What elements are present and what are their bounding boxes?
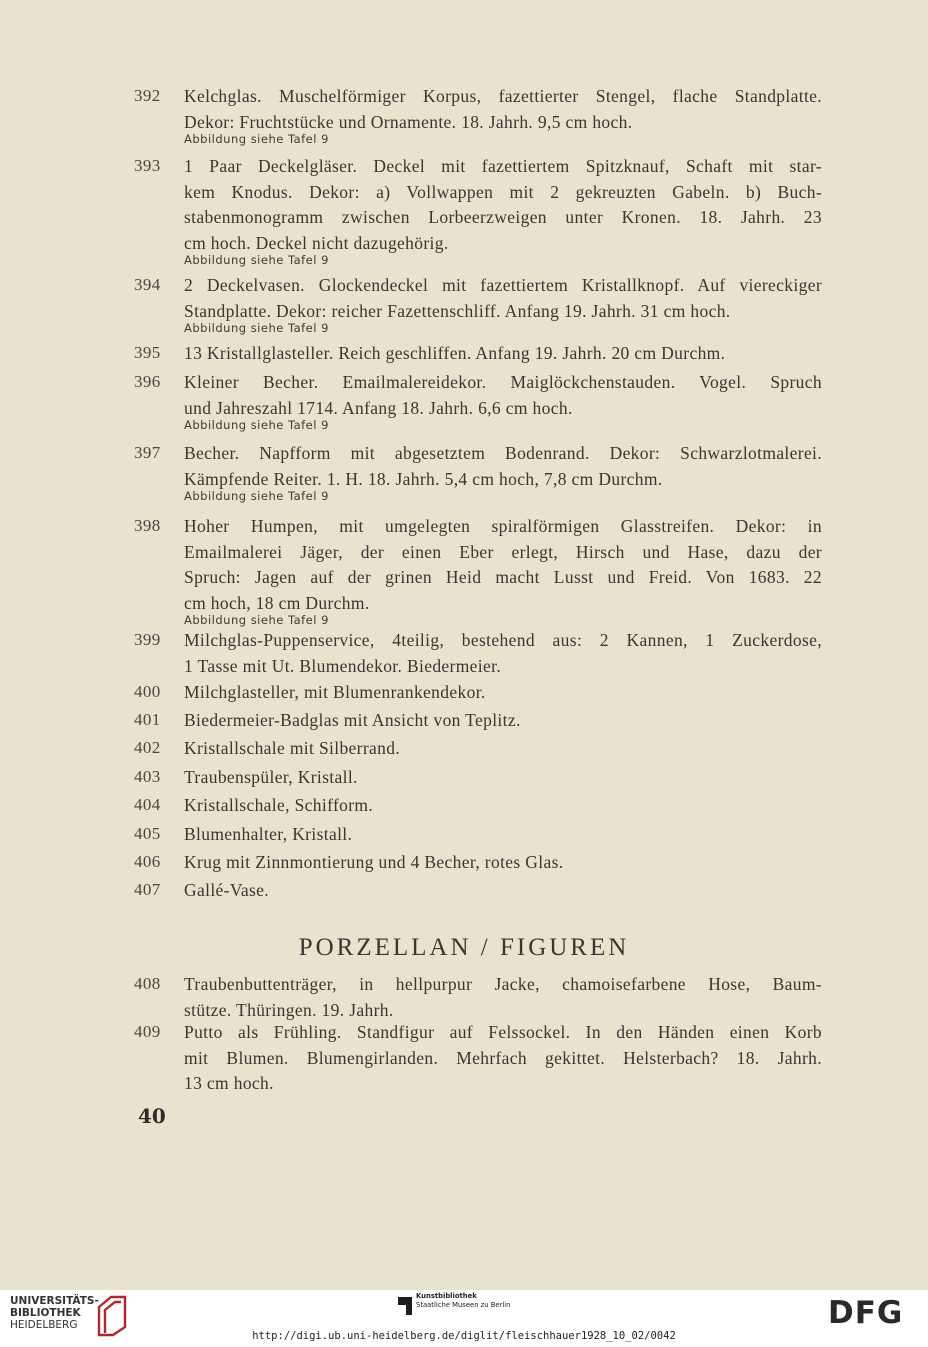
lot-number: 409 [134,1022,161,1041]
lot-number: 405 [134,824,161,843]
description-line: Traubenbuttenträger, in hellpurpur Jacke, chamoisefarbene Hose, Baum- [184,974,822,994]
description-line: 13 cm hoch. [184,1073,274,1093]
lot-description [184,1020,822,1097]
description-line: Kelchglas. Muschelförmiger Korpus, fazettierter Stengel, flache Standplatte. [184,86,822,106]
description-line: Milchglas-Puppenservice, 4teilig, bestehend aus: 2 Kannen, 1 Zuckerdose, [184,630,822,650]
ub-logo-line: BIBLIOTHEK [10,1307,81,1319]
lot-number: 400 [134,682,161,701]
lot-description [184,341,822,367]
lot-description [184,736,822,762]
description-line: stabenmonogramm zwischen Lorbeerzweigen unter Kronen. 18. Jahrh. 23 [184,207,822,227]
section-heading: PORZELLAN / FIGUREN [298,934,630,961]
description-line: mit Blumen. Blumengirlanden. Mehrfach gekittet. Helsterbach? 18. Jahrh. [184,1047,822,1068]
lot-number: 397 [134,443,161,462]
lot-number: 406 [134,852,161,871]
lot-description [184,628,822,679]
lot-number: 393 [134,156,161,175]
kb-logo-line: Staatliche Museen zu Berlin [416,1301,511,1309]
description-line: Milchglasteller, mit Blumenrankendekor. [184,682,486,702]
description-line: Putto als Frühling. Standfigur auf Felssockel. In den Händen einen Korb [184,1022,822,1042]
description-line: Gallé-Vase. [184,880,269,900]
lot-number: 395 [134,343,161,362]
description-line: 2 Deckelvasen. Glockendeckel mit fazettiertem Kristallknopf. Auf viereckiger [184,275,822,295]
description-line: 1 Tasse mit Ut. Blumendekor. Biedermeier. [184,655,502,676]
lot-description [184,680,822,706]
description-line: Emailmalerei Jäger, der einen Eber erlegt, Hirsch und Hase, dazu der [184,541,822,562]
description-line: Biedermeier-Badglas mit Ansicht von Teplitz. [184,710,521,730]
lot-description [184,850,822,876]
lot-number: 404 [134,795,161,814]
lot-number: 403 [134,767,161,786]
description-line: cm hoch. Deckel nicht dazugehörig. [184,232,449,253]
lot-description [184,972,822,1023]
description-line: stütze. Thüringen. 19. Jahrh. [184,999,394,1020]
lot-description [184,441,822,504]
kb-logo-line: Kunstbibliothek [416,1292,477,1300]
lot-number: 402 [134,738,161,757]
description-line: Traubenspüler, Kristall. [184,767,358,787]
description-line: und Jahreszahl 1714. Anfang 18. Jahrh. 6,6 cm hoch. [184,397,573,418]
description-line: Kämpfende Reiter. 1. H. 18. Jahrh. 5,4 cm hoch, 7,8 cm Durchm. [184,468,663,489]
lot-description [184,154,822,268]
lot-number: 401 [134,710,161,729]
ub-heidelberg-logo[interactable] [10,1295,99,1331]
kunstbibliothek-logo-icon [397,1293,413,1317]
dfg-logo[interactable]: DFG [828,1295,904,1331]
plate-reference: Abbildung siehe Tafel 9 [184,418,329,432]
lot-number: 399 [134,630,161,649]
description-line: Kristallschale, Schifform. [184,795,374,815]
plate-reference: Abbildung siehe Tafel 9 [184,321,329,335]
page-number: 40 [138,1104,166,1128]
description-line: kem Knodus. Dekor: a) Vollwappen mit 2 gekreuzten Gabeln. b) Buch- [184,181,822,202]
plate-reference: Abbildung siehe Tafel 9 [184,253,329,267]
description-line: Hoher Humpen, mit umgelegten spiralförmigen Glasstreifen. Dekor: in [184,516,822,536]
plate-reference: Abbildung siehe Tafel 9 [184,132,329,146]
description-line: 1 Paar Deckelgläser. Deckel mit fazettiertem Spitzknauf, Schaft mit star- [184,156,822,176]
plate-reference: Abbildung siehe Tafel 9 [184,613,329,627]
description-line: Standplatte. Dekor: reicher Fazettenschliff. Anfang 19. Jahrh. 31 cm hoch. [184,300,731,321]
lot-number: 407 [134,880,161,899]
lot-number: 398 [134,516,161,535]
plate-reference: Abbildung siehe Tafel 9 [184,489,329,503]
source-url[interactable]: http://digi.ub.uni-heidelberg.de/diglit/fleischhauer1928_10_02/0042 [252,1330,676,1342]
lot-number: 396 [134,372,161,391]
ub-logo-line: HEIDELBERG [10,1319,78,1331]
description-line: Kleiner Becher. Emailmalereidekor. Maiglöckchenstauden. Vogel. Spruch [184,372,822,392]
description-line: Becher. Napfform mit abgesetztem Bodenrand. Dekor: Schwarzlotmalerei. [184,443,822,463]
description-line: 13 Kristallglasteller. Reich geschliffen. Anfang 19. Jahrh. 20 cm Durchm. [184,343,726,363]
lot-description [184,84,822,147]
description-line: Blumenhalter, Kristall. [184,824,353,844]
lot-description [184,822,822,848]
lot-description [184,708,822,734]
description-line: Dekor: Fruchtstücke und Ornamente. 18. Jahrh. 9,5 cm hoch. [184,111,633,132]
description-line: Kristallschale mit Silberrand. [184,738,401,758]
description-line: Spruch: Jagen auf der grinen Heid macht Lusst und Freid. Von 1683. 22 [184,567,822,587]
lot-description [184,765,822,791]
lot-description [184,514,822,628]
kunstbibliothek-logo[interactable] [416,1292,510,1310]
lot-description [184,273,822,336]
ub-logo-line: UNIVERSITÄTS- [10,1295,99,1307]
description-line: Krug mit Zinnmontierung und 4 Becher, rotes Glas. [184,852,564,872]
lot-number: 392 [134,86,161,105]
lot-description [184,878,822,904]
lot-description [184,370,822,433]
lot-number: 408 [134,974,161,993]
lot-number: 394 [134,275,161,294]
description-line: cm hoch, 18 cm Durchm. [184,592,370,613]
lot-description [184,793,822,819]
